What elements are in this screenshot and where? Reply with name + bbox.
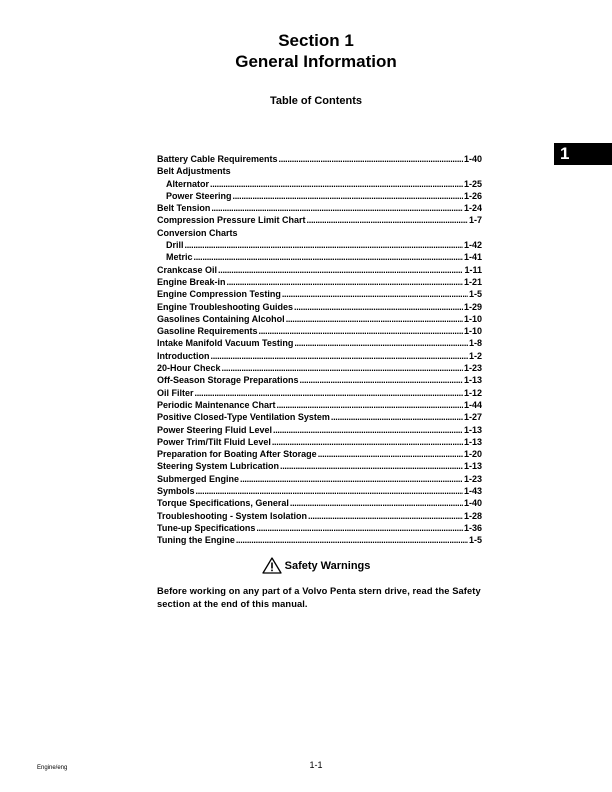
toc-entry[interactable] [157,214,482,226]
toc-entry[interactable] [157,473,482,485]
toc-entry-page: 1-26 [463,190,482,201]
toc-entry-label: Periodic Maintenance Chart [157,399,276,410]
toc-entry[interactable] [157,374,482,386]
toc-entry[interactable] [157,337,482,349]
toc-entry-label: Tune-up Specifications [157,522,256,533]
toc-leader-dots [279,460,463,472]
toc-entry-label: Troubleshooting - System Isolation [157,510,308,521]
safety-warnings-title: Safety Warnings [284,559,371,572]
toc-entry-page: 1-10 [463,313,482,324]
toc-leader-dots [317,448,463,460]
toc-leader-dots [226,276,463,288]
toc-entry-page: 1-40 [463,498,482,509]
toc-entry-page: 1-7 [468,215,482,226]
toc-entry-label: Engine Troubleshooting Guides [157,301,294,312]
toc-entry-page: 1-13 [463,436,482,447]
toc-entry-page: 1-8 [468,338,482,349]
toc-entry-page: 1-44 [463,399,482,410]
toc-leader-dots [289,497,463,509]
toc-entry[interactable] [157,522,482,534]
toc-entry[interactable] [157,350,482,362]
toc-entry-label: Steering System Lubrication [157,461,280,472]
toc-entry-label: Power Trim/Tilt Fluid Level [157,436,271,447]
toc-leader-dots [276,399,463,411]
toc-entry-page: 1-10 [463,326,482,337]
toc-entry[interactable] [157,497,482,509]
toc-entry-page: 1-23 [463,473,482,484]
toc-leader-dots [299,374,463,386]
toc-entry-label: Introduction [157,350,210,361]
toc-leader-dots [330,411,463,423]
toc-entry-label: Engine Compression Testing [157,289,281,300]
toc-leader-dots [235,534,468,546]
toc-entry[interactable] [157,534,482,546]
toc-entry-label: Drill [166,240,184,251]
toc-entry-label: Conversion Charts [157,227,238,238]
toc-entry[interactable] [157,251,482,263]
toc-entry[interactable] [157,165,482,177]
toc-entry[interactable] [157,239,482,251]
toc-entry[interactable] [157,190,482,202]
toc-entry-label: Intake Manifold Vacuum Testing [157,338,294,349]
toc-entry-page: 1-13 [463,461,482,472]
toc-leader-dots [239,473,463,485]
toc-leader-dots [307,510,463,522]
toc-leader-dots [217,264,463,276]
toc-entry[interactable] [157,227,482,239]
section-title: Section 1 [278,31,354,50]
toc-entry-label: Compression Pressure Limit Chart [157,215,306,226]
toc-entry-label: Power Steering [166,190,232,201]
toc-entry[interactable] [157,510,482,522]
section-subtitle: General Information [235,52,397,71]
toc-entry-label: Belt Adjustments [157,166,231,177]
toc-entry[interactable] [157,424,482,436]
toc-leader-dots [258,325,463,337]
toc-entry-label: Engine Break-in [157,276,226,287]
toc-entry-page: 1-25 [463,178,482,189]
toc-entry-label: Gasoline Requirements [157,326,258,337]
toc-heading: Table of Contents [269,95,363,107]
toc-entry-label: Belt Tension [157,203,211,214]
toc-entry-label: Power Steering Fluid Level [157,424,273,435]
toc-entry[interactable] [157,202,482,214]
toc-leader-dots [255,522,463,534]
safety-warnings-heading [0,557,612,574]
toc-leader-dots [194,387,463,399]
safety-warnings-text: Before working on any part of a Volvo Penta stern drive, read the Safety section at the end of this manual. [157,586,481,609]
toc-entry-page: 1-24 [463,203,482,214]
toc-leader-dots [209,178,463,190]
toc-entry-page: 1-11 [464,264,482,275]
warning-triangle-icon [262,557,282,574]
toc-entry-label: Oil Filter [157,387,194,398]
toc-entry-page: 1-28 [463,510,482,521]
toc-entry[interactable] [157,436,482,448]
toc-entry-label: Positive Closed-Type Ventilation System [157,412,330,423]
toc-entry-page: 1-43 [463,486,482,497]
section-tab [554,143,612,165]
toc-entry-page: 1-41 [463,252,482,263]
toc-leader-dots [271,436,463,448]
toc-entry-label: 20-Hour Check [157,363,221,374]
toc-entry-page: 1-20 [463,449,482,460]
toc-leader-dots [293,337,468,349]
toc-entry-page: 1-27 [463,412,482,423]
table-of-contents [157,153,482,547]
toc-entry-page: 1-29 [463,301,482,312]
toc-entry-label: Gasolines Containing Alcohol [157,313,285,324]
toc-leader-dots [232,190,463,202]
toc-leader-dots [281,288,468,300]
toc-entry-page: 1-40 [463,154,482,164]
toc-entry[interactable] [157,362,482,374]
toc-entry[interactable] [157,276,482,288]
toc-entry[interactable] [157,264,482,276]
section-tab-number: 1 [560,144,570,163]
toc-entry-label: Torque Specifications, General [157,498,289,509]
toc-entry-page: 1-23 [463,363,482,374]
toc-entry-label: Submerged Engine [157,473,240,484]
toc-entry[interactable] [157,325,482,337]
toc-entry[interactable] [157,387,482,399]
toc-leader-dots [293,301,463,313]
toc-leader-dots [210,202,463,214]
toc-entry-page: 1-13 [463,375,482,386]
toc-entry[interactable] [157,301,482,313]
toc-leader-dots [221,362,463,374]
toc-entry[interactable] [157,411,482,423]
toc-entry[interactable] [157,399,482,411]
toc-entry-page: 1-2 [468,350,482,361]
toc-entry[interactable] [157,485,482,497]
footer-page-number: 1-1 [309,760,323,770]
toc-entry[interactable] [157,178,482,190]
toc-entry-page: 1-36 [463,522,482,533]
toc-leader-dots [210,350,468,362]
toc-entry-page: 1-5 [468,535,482,546]
toc-entry[interactable] [157,448,482,460]
toc-entry[interactable] [157,460,482,472]
toc-leader-dots [285,313,463,325]
toc-entry-page: 1-42 [463,240,482,251]
toc-entry-page: 1-12 [463,387,482,398]
toc-entry-page: 1-5 [468,289,482,300]
toc-leader-dots [272,424,463,436]
toc-entry[interactable] [157,153,482,165]
toc-entry-label: Crankcase Oil [157,264,218,275]
toc-entry-label: Alternator [166,178,210,189]
toc-entry-page: 1-21 [463,276,482,287]
toc-leader-dots [184,239,463,251]
toc-entry[interactable] [157,313,482,325]
toc-leader-dots [306,214,468,226]
toc-entry-label: Metric [166,252,193,263]
footer-file-label: Engine/eng [37,765,68,771]
toc-entry-label: Preparation for Boating After Storage [157,449,317,460]
toc-leader-dots [193,251,463,263]
toc-entry-label: Battery Cable Requirements [157,154,278,164]
toc-entry-label: Tuning the Engine [157,535,235,546]
toc-entry-page: 1-13 [463,424,482,435]
toc-leader-dots [195,485,463,497]
toc-entry-label: Symbols [157,486,195,497]
toc-entry-label: Off-Season Storage Preparations [157,375,299,386]
toc-leader-dots [278,153,463,165]
toc-entry[interactable] [157,288,482,300]
